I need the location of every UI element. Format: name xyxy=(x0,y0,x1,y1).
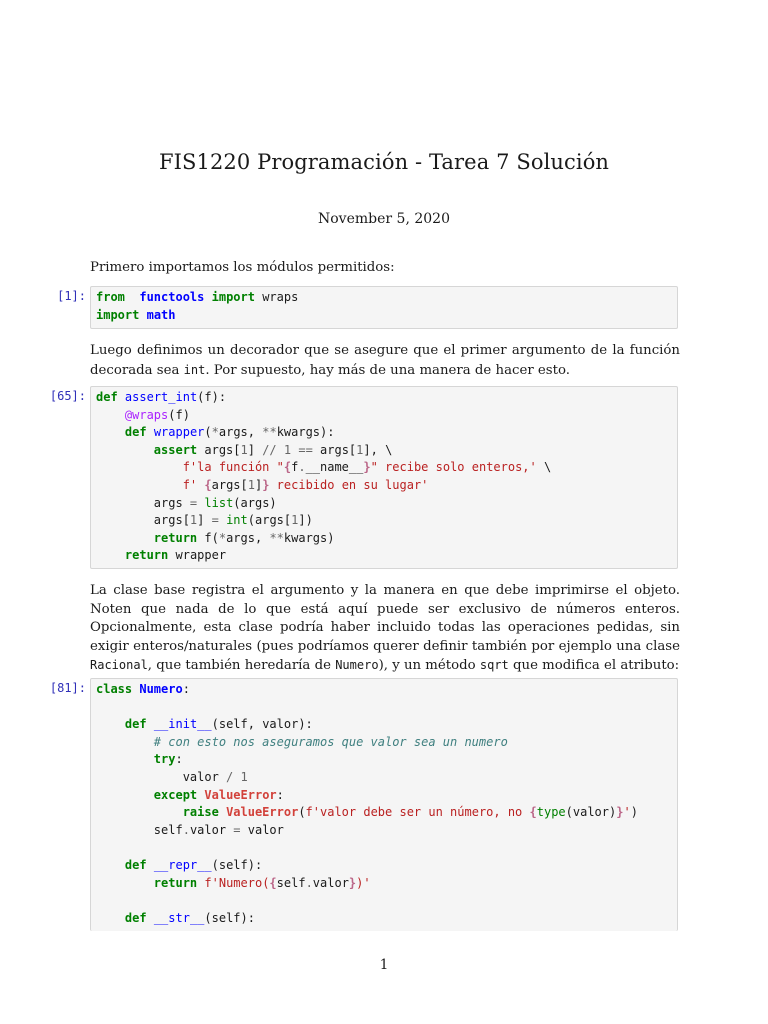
document-title: FIS1220 Programación - Tarea 7 Solución xyxy=(158,150,610,174)
code-token: 1 xyxy=(283,442,292,457)
code-token: args[ xyxy=(197,442,241,457)
code-token: wrapper xyxy=(153,425,205,440)
code-token: int xyxy=(226,513,248,528)
code-token: ** xyxy=(269,530,284,545)
code-token: 1 xyxy=(240,769,248,784)
code-token: except xyxy=(153,787,198,802)
code-token: (self): xyxy=(211,857,263,872)
code-token: return xyxy=(153,530,198,545)
code-token: args[ xyxy=(312,442,357,457)
inline-code: Racional xyxy=(90,658,148,672)
code-token: valor xyxy=(240,822,284,837)
code-token xyxy=(233,770,240,784)
code-token: args[ xyxy=(96,513,190,528)
code-line xyxy=(96,459,677,477)
code-token xyxy=(96,876,154,890)
code-line xyxy=(96,424,677,442)
code-token: f'Numero( xyxy=(204,875,270,890)
code-line xyxy=(96,289,677,307)
code-token xyxy=(139,308,146,322)
code-token: { xyxy=(283,460,292,475)
code-line xyxy=(96,822,677,840)
code-token: = xyxy=(189,495,198,510)
cell-prompt: [81]: xyxy=(49,681,86,695)
code-token xyxy=(277,443,284,457)
code-token: . xyxy=(305,875,313,890)
code-token xyxy=(147,858,154,872)
paragraph-text: que modifica el atributo: xyxy=(508,658,680,673)
code-token: def xyxy=(124,857,147,872)
code-token: args, xyxy=(218,425,263,440)
code-token: = xyxy=(211,513,219,528)
code-line xyxy=(96,910,677,928)
code-token: (args) xyxy=(233,495,277,510)
code-token: try xyxy=(153,752,176,767)
code-token: # con esto nos aseguramos que valor sea un numero xyxy=(153,734,508,749)
code-token: __init__ xyxy=(153,717,212,732)
code-line xyxy=(96,804,677,822)
code-line xyxy=(96,716,677,734)
code-token xyxy=(204,290,211,304)
code-token: { xyxy=(269,875,277,890)
code-token: ] xyxy=(197,513,212,528)
code-token: @wraps xyxy=(124,407,169,422)
code-token: ] xyxy=(247,442,263,457)
code-line xyxy=(96,495,677,513)
code-token: (self): xyxy=(204,910,255,925)
code-line xyxy=(96,892,677,910)
inline-code: int xyxy=(183,362,206,377)
code-token xyxy=(96,548,125,562)
code-token: } xyxy=(262,477,270,492)
code-token: args xyxy=(96,495,190,510)
paragraph-text: La clase base registra el argumento y la manera en que debe imprimirse el objeto. Noten que nada de lo que está aquí puede ser exclusivo de números enteros. Opcionalmente, esta clase podría haber incluido todas las operaciones pedidas, sin exigir enteros/naturales (pues podríamos querer definir también por ejemplo una clase xyxy=(90,583,680,654)
code-token xyxy=(96,752,154,766)
code-token: * xyxy=(211,425,219,440)
code-token: == xyxy=(298,442,313,457)
code-token: type xyxy=(536,805,566,820)
code-token: . xyxy=(298,460,306,475)
code-token: // xyxy=(262,442,277,457)
code-token xyxy=(118,390,125,404)
code-token: __name__ xyxy=(305,460,364,475)
code-token: assert_int xyxy=(124,390,198,404)
code-token: 1 xyxy=(291,513,299,528)
code-token: ], \ xyxy=(363,442,393,457)
code-token xyxy=(219,513,226,527)
code-token xyxy=(96,735,154,749)
code-token xyxy=(96,788,154,802)
code-token xyxy=(147,425,154,439)
code-token: : xyxy=(175,752,183,767)
paragraph-intro-imports: Primero importamos los módulos permitidos: xyxy=(90,260,395,275)
code-token: return xyxy=(153,875,198,890)
paragraph-base-class xyxy=(90,582,680,676)
code-token: f'valor debe ser un número, no xyxy=(305,805,530,820)
code-line xyxy=(96,751,677,769)
code-token: \ xyxy=(536,460,552,475)
code-token: __str__ xyxy=(153,910,205,925)
code-token: wraps xyxy=(254,290,299,304)
code-token: kwargs) xyxy=(283,530,335,545)
code-line xyxy=(96,512,677,530)
code-line xyxy=(96,530,677,548)
code-line xyxy=(96,734,677,752)
paragraph-text: . Por supuesto, hay más de una manera de hacer esto. xyxy=(205,362,570,378)
code-token: (args[ xyxy=(247,513,292,528)
code-token: f( xyxy=(197,530,219,545)
code-token: ) xyxy=(630,805,638,820)
code-token xyxy=(96,460,183,474)
paragraph-text: , que también heredaría de xyxy=(147,658,336,673)
code-token: { xyxy=(204,477,212,492)
code-line xyxy=(96,681,677,699)
code-token: 1 xyxy=(240,442,248,457)
code-token xyxy=(96,408,125,422)
paragraph-text: ), y un método xyxy=(378,658,480,673)
code-token: args, xyxy=(226,530,270,545)
code-token: def xyxy=(124,717,147,732)
code-token: (f): xyxy=(197,390,227,404)
code-token: f' xyxy=(182,477,205,492)
code-token: def xyxy=(96,390,118,404)
code-token: } xyxy=(363,460,371,475)
code-token: ( xyxy=(204,425,212,440)
code-token: from xyxy=(96,290,125,304)
code-token: def xyxy=(124,425,147,440)
code-token: 1 xyxy=(356,442,364,457)
cell-prompt: [1]: xyxy=(57,289,86,303)
code-token xyxy=(147,911,154,925)
code-token: kwargs): xyxy=(276,425,335,440)
code-token: valor xyxy=(189,822,234,837)
code-token xyxy=(96,425,125,439)
page-number: 1 xyxy=(379,957,389,973)
code-line xyxy=(96,839,677,857)
code-token: 1 xyxy=(189,513,198,528)
code-token: list xyxy=(204,495,234,510)
code-token: Numero xyxy=(139,682,183,696)
code-token: ]) xyxy=(298,513,313,528)
code-token: math xyxy=(146,307,176,322)
code-token xyxy=(96,858,125,872)
code-line xyxy=(96,442,677,460)
code-cell-decorator[interactable] xyxy=(90,386,678,569)
code-token: " recibe solo enteros,' xyxy=(370,460,537,475)
code-block xyxy=(91,679,677,927)
code-token: functools xyxy=(139,290,205,304)
code-token: ValueError xyxy=(204,787,277,802)
code-cell-imports[interactable] xyxy=(90,286,678,329)
code-token: f'la función " xyxy=(182,460,284,475)
code-token: def xyxy=(124,910,147,925)
code-token: (self, valor): xyxy=(211,717,313,732)
document-date: November 5, 2020 xyxy=(318,211,450,227)
code-token: class xyxy=(96,682,133,696)
code-token: { xyxy=(529,805,537,820)
code-line xyxy=(96,407,677,425)
code-line xyxy=(96,699,677,717)
code-line xyxy=(96,389,677,407)
code-token: )' xyxy=(356,875,371,890)
inline-code: Numero xyxy=(335,658,379,672)
code-line xyxy=(96,857,677,875)
paragraph-text: Luego definimos un decorador que se asegure que el primer argumento de la función decorada sea xyxy=(90,343,680,378)
code-token: ( xyxy=(298,805,306,820)
code-token: = xyxy=(233,822,241,837)
code-token: return xyxy=(124,548,169,563)
code-token: ' xyxy=(623,805,631,820)
code-token xyxy=(96,443,154,457)
code-line xyxy=(96,477,677,495)
inline-code: sqrt xyxy=(479,658,509,672)
cell-prompt: [65]: xyxy=(49,389,86,403)
code-line xyxy=(96,769,677,787)
code-token: f xyxy=(291,460,299,475)
code-line xyxy=(96,787,677,805)
code-token: / xyxy=(226,769,234,784)
code-token xyxy=(96,531,154,545)
code-token: * xyxy=(218,530,227,545)
code-block xyxy=(91,287,677,324)
code-token: valor xyxy=(96,769,227,784)
code-cell-numero-class[interactable] xyxy=(90,678,678,931)
code-token: args[ xyxy=(211,477,248,492)
code-token: recibido en su lugar' xyxy=(269,477,429,492)
code-token xyxy=(96,805,183,819)
code-line xyxy=(96,547,677,565)
code-token: ** xyxy=(262,425,277,440)
code-token xyxy=(96,911,125,925)
code-token: } xyxy=(616,805,624,820)
code-token: valor xyxy=(312,875,349,890)
code-token: __repr__ xyxy=(153,857,212,872)
code-token: ValueError xyxy=(226,805,299,820)
code-token xyxy=(125,290,139,304)
code-token xyxy=(96,478,183,492)
code-token: . xyxy=(182,822,190,837)
paragraph-decorator xyxy=(90,342,680,380)
code-block xyxy=(91,387,677,565)
code-token: wrapper xyxy=(168,548,227,563)
code-token: import xyxy=(96,307,140,322)
code-token xyxy=(219,805,226,819)
code-token: : xyxy=(276,787,284,802)
code-token: self xyxy=(96,822,183,837)
code-token: : xyxy=(182,682,190,696)
code-token: raise xyxy=(182,805,219,820)
code-line xyxy=(96,875,677,893)
code-token: assert xyxy=(153,442,198,457)
code-line xyxy=(96,307,677,325)
code-token: (f) xyxy=(168,407,190,422)
code-token xyxy=(96,717,125,731)
code-token: import xyxy=(211,290,255,304)
code-token: 1 xyxy=(247,477,255,492)
code-token: (valor) xyxy=(565,805,617,820)
code-token: } xyxy=(348,875,357,890)
code-token: self xyxy=(276,875,306,890)
code-token: ] xyxy=(254,477,263,492)
code-token xyxy=(147,717,154,731)
